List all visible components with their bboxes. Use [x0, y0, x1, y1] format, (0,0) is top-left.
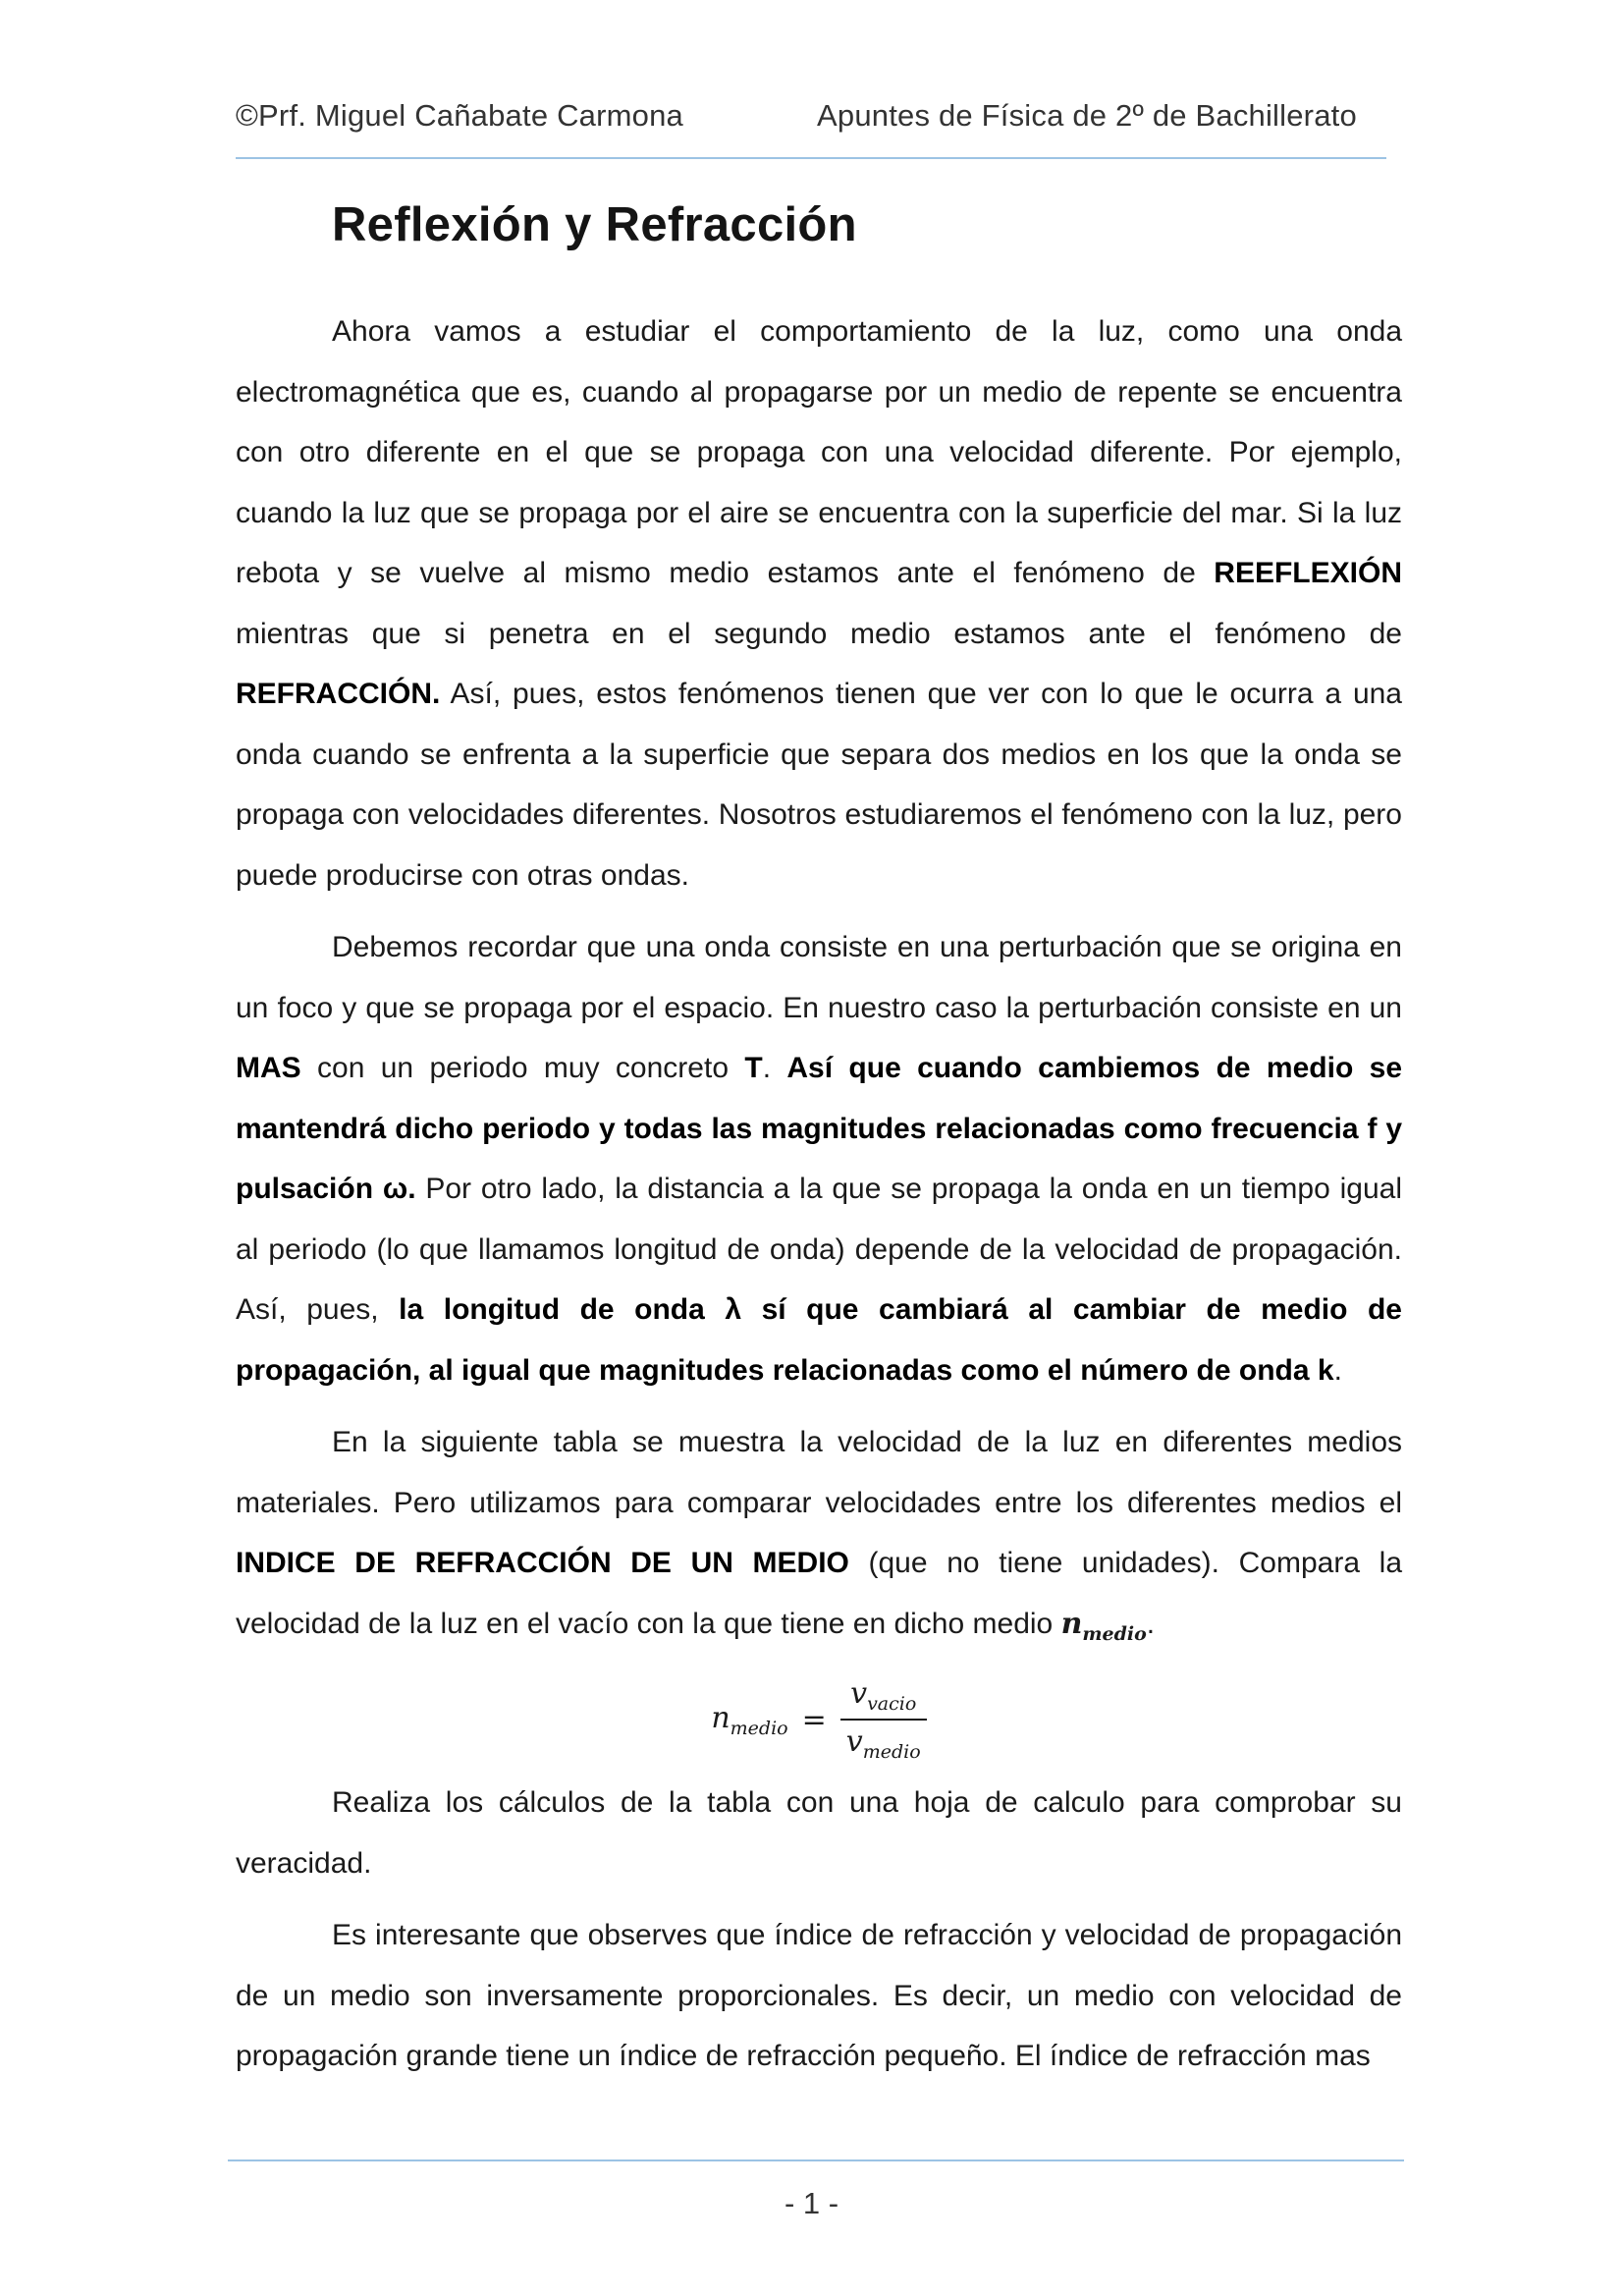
formula-numerator: $v_{vacio}$ — [850, 1676, 917, 1715]
page-header — [236, 98, 1384, 141]
paragraph-text: con un periodo muy concreto — [300, 1052, 745, 1084]
header-course: Apuntes de Física de 2º de Bachillerato — [817, 98, 1357, 133]
paragraph-refractive-index — [236, 1412, 1402, 1665]
paragraph-spreadsheet — [236, 1773, 1402, 1893]
paragraph-text: Por otro lado, la distancia a la que se propaga la onda en un tiempo igual al periodo (lo que llamamos longitud de onda) depende de la velocidad de propagación. Así, pues, — [236, 1173, 1402, 1326]
paragraph-intro — [236, 301, 1402, 905]
header-author: ©Prf. Miguel Cañabate Carmona — [236, 98, 683, 133]
formula-lhs: $n_{medio}$ — [711, 1700, 788, 1739]
paragraph-text: . — [1146, 1607, 1156, 1640]
paragraph-text: Es interesante que observes que índice de refracción y velocidad de propagación de un medio son inversamente proporcionales. Es decir, un medio con velocidad de propagación grande tiene un índice de refracción pequeño. El índice de refracción mas — [236, 1919, 1402, 2072]
document-body — [236, 301, 1402, 2099]
formula-fraction — [840, 1676, 927, 1763]
header-divider — [236, 157, 1386, 159]
page-title: Reflexión y Refracción — [332, 198, 857, 251]
paragraph-wave-properties — [236, 917, 1402, 1400]
emphasis-wavelength: la longitud de onda λ sí que cambiará al cambiar de medio de propagación, al igual que magnitudes relacionadas como el número de onda k — [236, 1293, 1402, 1387]
inline-symbol-n-medio: $n_{medio}$ — [1060, 1606, 1147, 1645]
paragraph-text: Realiza los cálculos de la tabla con una hoja de calculo para comprobar su veracidad. — [236, 1786, 1402, 1880]
paragraph-text: . — [762, 1052, 787, 1084]
term-refraccion: REFRACCIÓN. — [236, 678, 441, 710]
paragraph-text: Así, pues, estos fenómenos tienen que ver con lo que le ocurra a una onda cuando se enfrenta a la superficie que separa dos medios en los que la onda se propaga con velocidades diferentes. Nosotros estudiaremos el fenómeno con la luz, pero puede producirse con otras ondas. — [236, 678, 1402, 892]
term-periodo: T — [744, 1052, 763, 1084]
term-indice-refraccion: INDICE DE REFRACCIÓN DE UN MEDIO — [236, 1547, 849, 1579]
paragraph-text: Debemos recordar que una onda consiste en una perturbación que se origina en un foco y que se propaga por el espacio. En nuestro caso la perturbación consiste en un — [236, 931, 1402, 1024]
emphasis-frequency: Así que cuando cambiemos de medio se mantendrá dicho periodo y todas las magnitudes relacionadas como frecuencia f y pulsación ω. — [236, 1052, 1403, 1205]
footer-divider — [228, 2159, 1404, 2161]
refractive-index-formula — [236, 1672, 1402, 1767]
term-mas: MAS — [236, 1052, 301, 1084]
paragraph-inverse-proportion — [236, 1905, 1402, 2087]
formula-equals: = — [801, 1702, 827, 1737]
paragraph-text: Ahora vamos a estudiar el comportamiento de la luz, como una onda electromagnética que es, cuando al propagarse por un medio de repente se encuentra con otro diferente en el que se propaga con una velocidad diferente. Por ejemplo, cuando la luz que se propaga por el aire se encuentra con la superficie del mar. Si la luz rebota y se vuelve al mismo medio estamos ante el fenómeno de — [236, 315, 1402, 589]
page-number: - 1 - — [784, 2186, 839, 2220]
paragraph-text: (que no tiene unidades). Compara la velocidad de la luz en el vacío con la que tiene en dicho medio — [236, 1547, 1402, 1640]
formula-denominator: $v_{medio}$ — [845, 1724, 921, 1763]
term-reflexion: REEFLEXIÓN — [1214, 557, 1402, 589]
paragraph-text: mientras que si penetra en el segundo medio estamos ante el fenómeno de — [236, 617, 1402, 650]
paragraph-text: . — [1333, 1353, 1342, 1387]
paragraph-text: En la siguiente tabla se muestra la velocidad de la luz en diferentes medios materiales. Pero utilizamos para comparar velocidades entre los diferentes medios el — [236, 1426, 1402, 1519]
